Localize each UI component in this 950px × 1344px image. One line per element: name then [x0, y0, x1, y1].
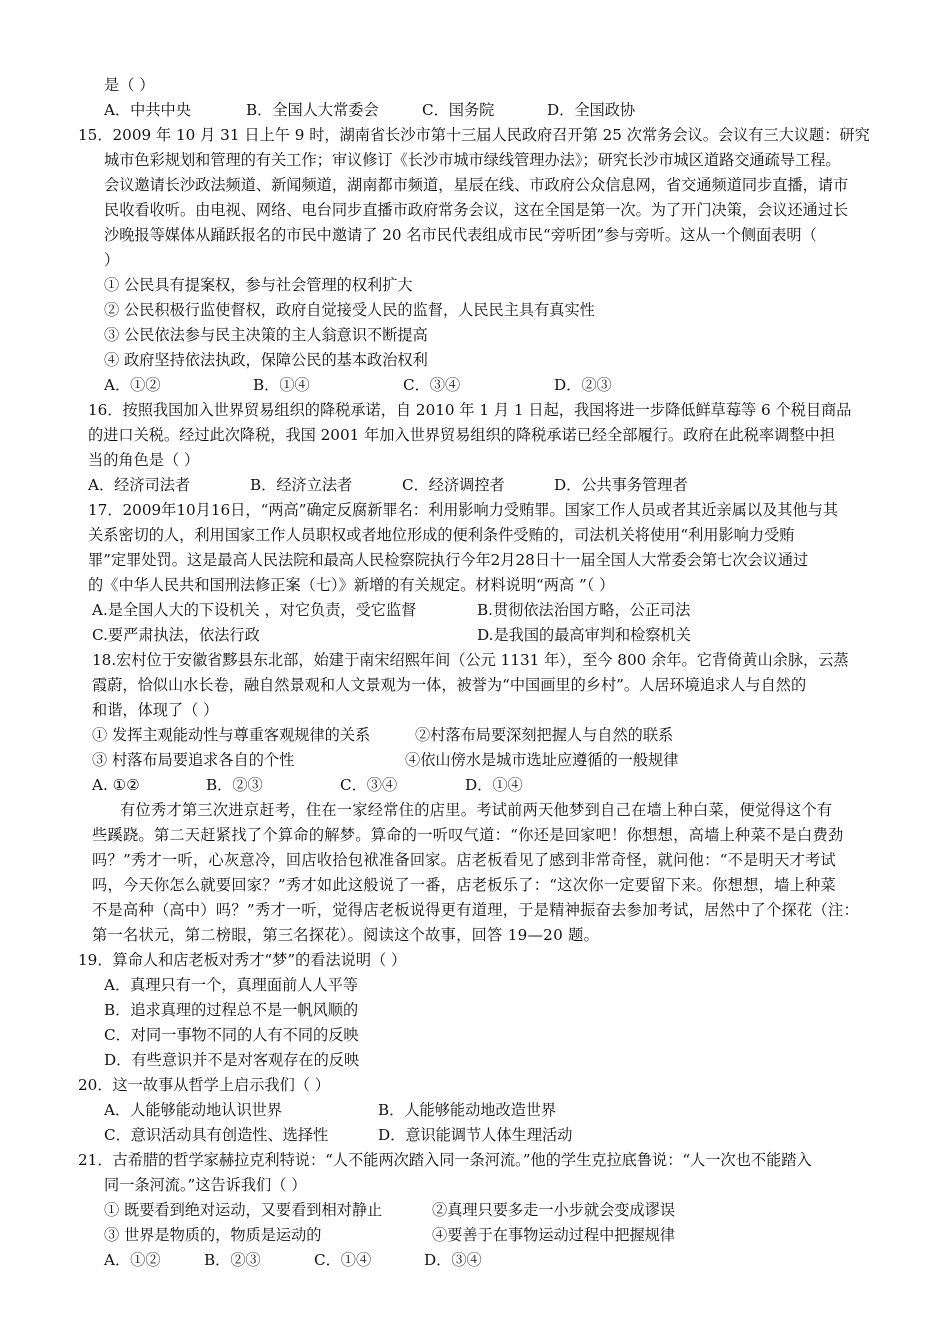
q14-option-c: C．国务院	[422, 101, 495, 119]
q21-stem-line-2: 同一条河流。”这告诉我们（ ）	[104, 1176, 307, 1194]
q18-stem-line-1: 18.宏村位于安徽省黟县东北部，始建于南宋绍熙年间（公元 1131 年），至今 800 余年。它背倚黄山余脉，云蒸	[92, 651, 849, 669]
q16-option-b: B．经济立法者	[250, 476, 353, 494]
q21-item-1: ① 既要看到绝对运动，又要看到相对静止	[104, 1201, 383, 1219]
q15-option-d: D．②③	[554, 376, 612, 394]
q17-stem-line-2: 关系密切的人，利用国家工作人员职权或者地位形成的便利条件受贿的，司法机关将使用“利用影响力受贿	[88, 526, 795, 544]
q15-option-c: C．③④	[403, 376, 461, 394]
q15-stem-line-2: 城市色彩规划和管理的有关工作；审议修订《长沙市城市绿线管理办法》；研究长沙市城区道路交通疏导工程。	[104, 151, 841, 169]
q15-stem-line-4: 民收看收听。由电视、网络、电台同步直播市政府常务会议，这在全国是第一次。为了开门决策，会议还通过长	[104, 201, 849, 219]
q17-stem-line-4: 的《中华人民共和国刑法修正案（七）》新增的有关规定。材料说明“两高 ”（ ）	[88, 576, 615, 594]
story-line-5: 不是高种（高中）吗？”秀才一听，觉得店老板说得更有道理，于是精神振奋去参加考试，居然中了个探花（注：	[92, 901, 859, 919]
q21-option-a: A．①②	[104, 1251, 161, 1269]
q20-stem: 20．这一故事从哲学上启示我们（ ）	[78, 1076, 330, 1094]
q16-option-c: C．经济调控者	[402, 476, 505, 494]
q15-stem-line-1: 15．2009 年 10 月 31 日上午 9 时，湖南省长沙市第十三届人民政府召开第 25 次常务会议。会议有三大议题：研究	[78, 126, 870, 144]
q18-item-4: ④依山傍水是城市选址应遵循的一般规律	[405, 751, 679, 769]
q16-stem-line-1: 16．按照我国加入世界贸易组织的降税承诺，自 2010 年 1 月 1 日起，我国将进一步降低鲜草莓等 6 个税目商品	[88, 401, 852, 419]
story-line-6: 第一名状元，第二榜眼，第三名探花）。阅读这个故事，回答 19—20 题。	[92, 926, 600, 944]
q18-item-1: ① 发挥主观能动性与尊重客观规律的关系	[92, 726, 371, 744]
q19-option-a: A．真理只有一个，真理面前人人平等	[104, 976, 358, 994]
story-line-3: 吗？”秀才一听，心灰意冷，回店收拾包袱准备回家。店老板看见了感到非常奇怪，就问他：“不是明天才考试	[92, 851, 837, 869]
q15-item-2: ② 公民积极行监使督权，政府自觉接受人民的监督，人民民主具有真实性	[104, 301, 595, 319]
q17-stem-line-3: 罪”定罪处罚。这是最高人民法院和最高人民检察院执行今年2月28日十一届全国人大常委会第七次会议通过	[88, 551, 809, 569]
q21-item-2: ②真理只要多走一小步就会变成谬误	[432, 1201, 675, 1219]
q19-stem: 19．算命人和店老板对秀才“梦”的看法说明（ ）	[78, 951, 407, 969]
q18-stem-line-2: 霞蔚，恰似山水长卷，融自然景观和人文景观为一体，被誉为“中国画里的乡村”。人居环境追求人与自然的	[92, 676, 807, 694]
q18-option-a: A. ①②	[92, 776, 140, 794]
q15-item-1: ① 公民具有提案权，参与社会管理的权利扩大	[104, 276, 413, 294]
q20-option-d: D．意识能调节人体生理活动	[378, 1126, 573, 1144]
q18-stem-line-3: 和谐，体现了（ ）	[92, 701, 219, 719]
q18-option-d: D．①④	[465, 776, 523, 794]
q15-item-4: ④ 政府坚持依法执政，保障公民的基本政治权利	[104, 351, 428, 369]
q20-option-b: B．人能够能动地改造世界	[378, 1101, 557, 1119]
q16-option-a: A．经济司法者	[88, 476, 191, 494]
story-line-4: 吗，今天你怎么就要回家？”秀才如此这般说了一番，店老板乐了：“这次你一定要留下来。你想想，墙上种菜	[92, 876, 837, 894]
q17-stem-line-1: 17．2009年10月16日，“两高”确定反腐新罪名：利用影响力受贿罪。国家工作人员或者其近亲属以及其他与其	[88, 501, 839, 519]
q18-item-2: ②村落布局要深刻把握人与自然的联系	[415, 726, 674, 744]
q14-option-b: B．全国人大常委会	[246, 101, 379, 119]
q21-item-4: ④要善于在事物运动过程中把握规律	[432, 1226, 675, 1244]
q17-option-b: B.贯彻依法治国方略，公正司法	[477, 601, 691, 619]
q16-stem-line-3: 当的角色是（ ）	[88, 451, 200, 469]
q19-option-d: D．有些意识并不是对客观存在的反映	[104, 1051, 360, 1069]
story-line-2: 些蹊跷。第二天赶紧找了个算命的解梦。算命的一听叹气道：“你还是回家吧！你想想，高墙上种菜不是白费劲	[92, 826, 844, 844]
q20-option-c: C．意识活动具有创造性、选择性	[104, 1126, 329, 1144]
q14-option-d: D．全国政协	[547, 101, 636, 119]
q21-option-c: C．①④	[314, 1251, 372, 1269]
q21-item-3: ③ 世界是物质的，物质是运动的	[104, 1226, 322, 1244]
q21-option-b: B．②③	[204, 1251, 261, 1269]
q20-option-a: A．人能够能动地认识世界	[104, 1101, 283, 1119]
q15-stem-line-5: 沙晚报等媒体从踊跃报名的市民中邀请了 20 名市民代表组成市民“旁听团”参与旁听。这从一个侧面表明（	[104, 226, 817, 244]
q15-stem-line-6: ）	[104, 251, 120, 269]
q17-option-d: D.是我国的最高审判和检察机关	[477, 626, 691, 644]
q18-option-b: B．②③	[206, 776, 263, 794]
q15-item-3: ③ 公民依法参与民主决策的主人翁意识不断提高	[104, 326, 428, 344]
q21-stem-line-1: 21．古希腊的哲学家赫拉克利特说：“人不能两次踏入同一条河流。”他的学生克拉底鲁说：“人一次也不能踏入	[78, 1151, 812, 1169]
q17-option-c: C.要严肃执法，依法行政	[92, 626, 260, 644]
q15-stem-line-3: 会议邀请长沙政法频道、新闻频道，湖南都市频道，星辰在线、市政府公众信息网，省交通频道同步直播，请市	[104, 176, 849, 194]
q16-option-d: D．公共事务管理者	[554, 476, 688, 494]
q17-option-a: A.是全国人大的下设机关 ，对它负责，受它监督	[92, 601, 417, 619]
q19-option-b: B．追求真理的过程总不是一帆风顺的	[104, 1001, 359, 1019]
q14-stem-tail: 是（ ）	[104, 76, 155, 94]
q15-option-a: A．①②	[104, 376, 161, 394]
q14-option-a: A．中共中央	[104, 101, 191, 119]
q18-item-3: ③ 村落布局要追求各自的个性	[92, 751, 295, 769]
story-line-1: 有位秀才第三次进京赶考，住在一家经常住的店里。考试前两天他梦到自己在墙上种白菜，便觉得这个有	[120, 801, 833, 819]
q15-option-b: B．①④	[253, 376, 310, 394]
q19-option-c: C．对同一事物不同的人有不同的反映	[104, 1026, 359, 1044]
q16-stem-line-2: 的进口关税。经过此次降税，我国 2001 年加入世界贸易组织的降税承诺已经全部履行。政府在此税率调整中担	[88, 426, 835, 444]
q18-option-c: C．③④	[340, 776, 398, 794]
q21-option-d: D．③④	[424, 1251, 482, 1269]
